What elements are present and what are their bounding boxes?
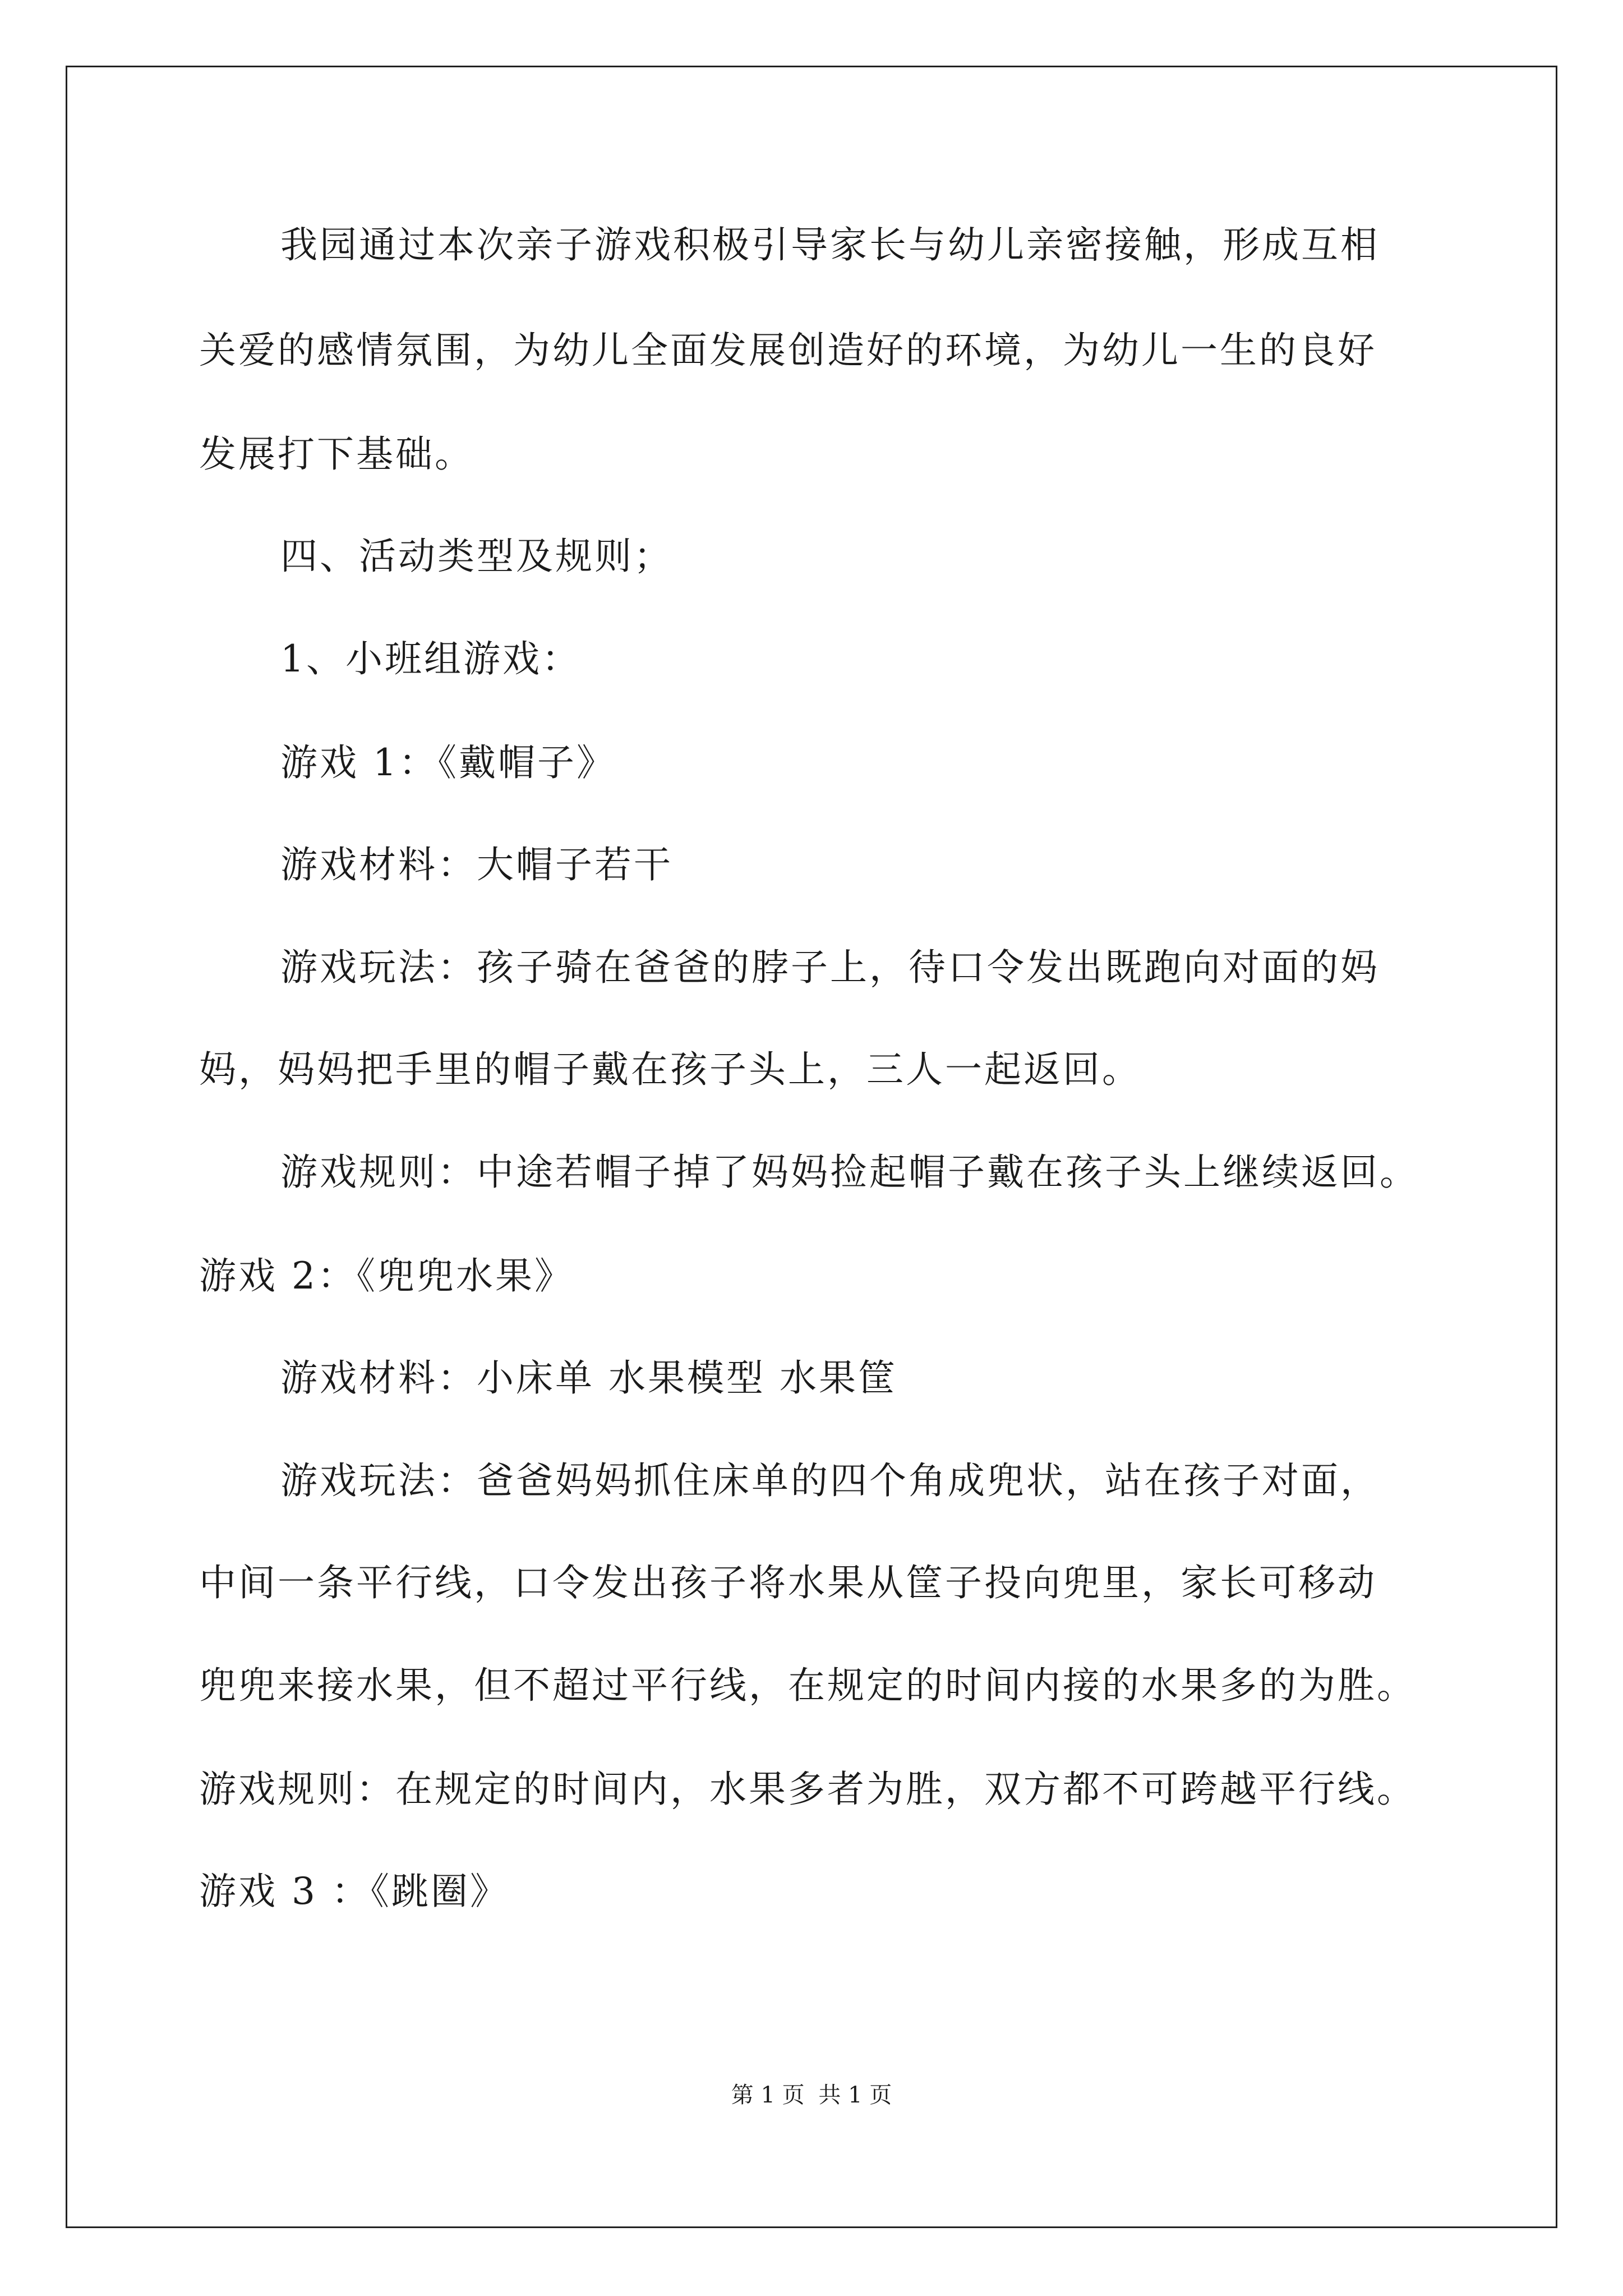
- game-title: 游戏 1：《戴帽子》: [280, 741, 616, 784]
- paragraph-line: 游戏材料：小床单 水果模型 水果筐: [280, 1356, 897, 1400]
- game-title: 游戏 2：《兜兜水果》: [199, 1254, 574, 1297]
- page-footer: [0, 2081, 1623, 2109]
- paragraph-line: 关爱的感情氛围，为幼儿全面发展创造好的环境，为幼儿一生的良好: [199, 329, 1377, 372]
- paragraph-line: 我园通过本次亲子游戏积极引导家长与幼儿亲密接触，形成互相: [280, 223, 1380, 266]
- page-number-total: 共 1 页: [818, 2082, 892, 2108]
- page-number-current: 第 1 页: [731, 2082, 805, 2108]
- paragraph-line: 游戏规则：中途若帽子掉了妈妈捡起帽子戴在孩子头上继续返回。: [280, 1151, 1419, 1194]
- paragraph-line: 游戏玩法：孩子骑在爸爸的脖子上，待口令发出既跑向对面的妈: [280, 946, 1380, 989]
- paragraph-line: 游戏玩法：爸爸妈妈抓住床单的四个角成兜状，站在孩子对面，: [280, 1459, 1380, 1502]
- paragraph-line: 发展打下基础。: [199, 432, 474, 476]
- paragraph-line: 妈，妈妈把手里的帽子戴在孩子头上，三人一起返回。: [199, 1048, 1141, 1091]
- section-heading: 四、活动类型及规则；: [280, 535, 673, 578]
- paragraph-line: 游戏规则：在规定的时间内，水果多者为胜，双方都不可跨越平行线。: [199, 1768, 1416, 1811]
- paragraph-line: 兜兜来接水果，但不超过平行线，在规定的时间内接的水果多的为胜。: [199, 1664, 1416, 1707]
- paragraph-line: 中间一条平行线，口令发出孩子将水果从筐子投向兜里，家长可移动: [199, 1561, 1377, 1604]
- subsection-heading: 1、小班组游戏：: [280, 637, 581, 680]
- game-title: 游戏 3 ：《跳圈》: [199, 1870, 509, 1913]
- paragraph-line: 游戏材料：大帽子若干: [280, 843, 673, 886]
